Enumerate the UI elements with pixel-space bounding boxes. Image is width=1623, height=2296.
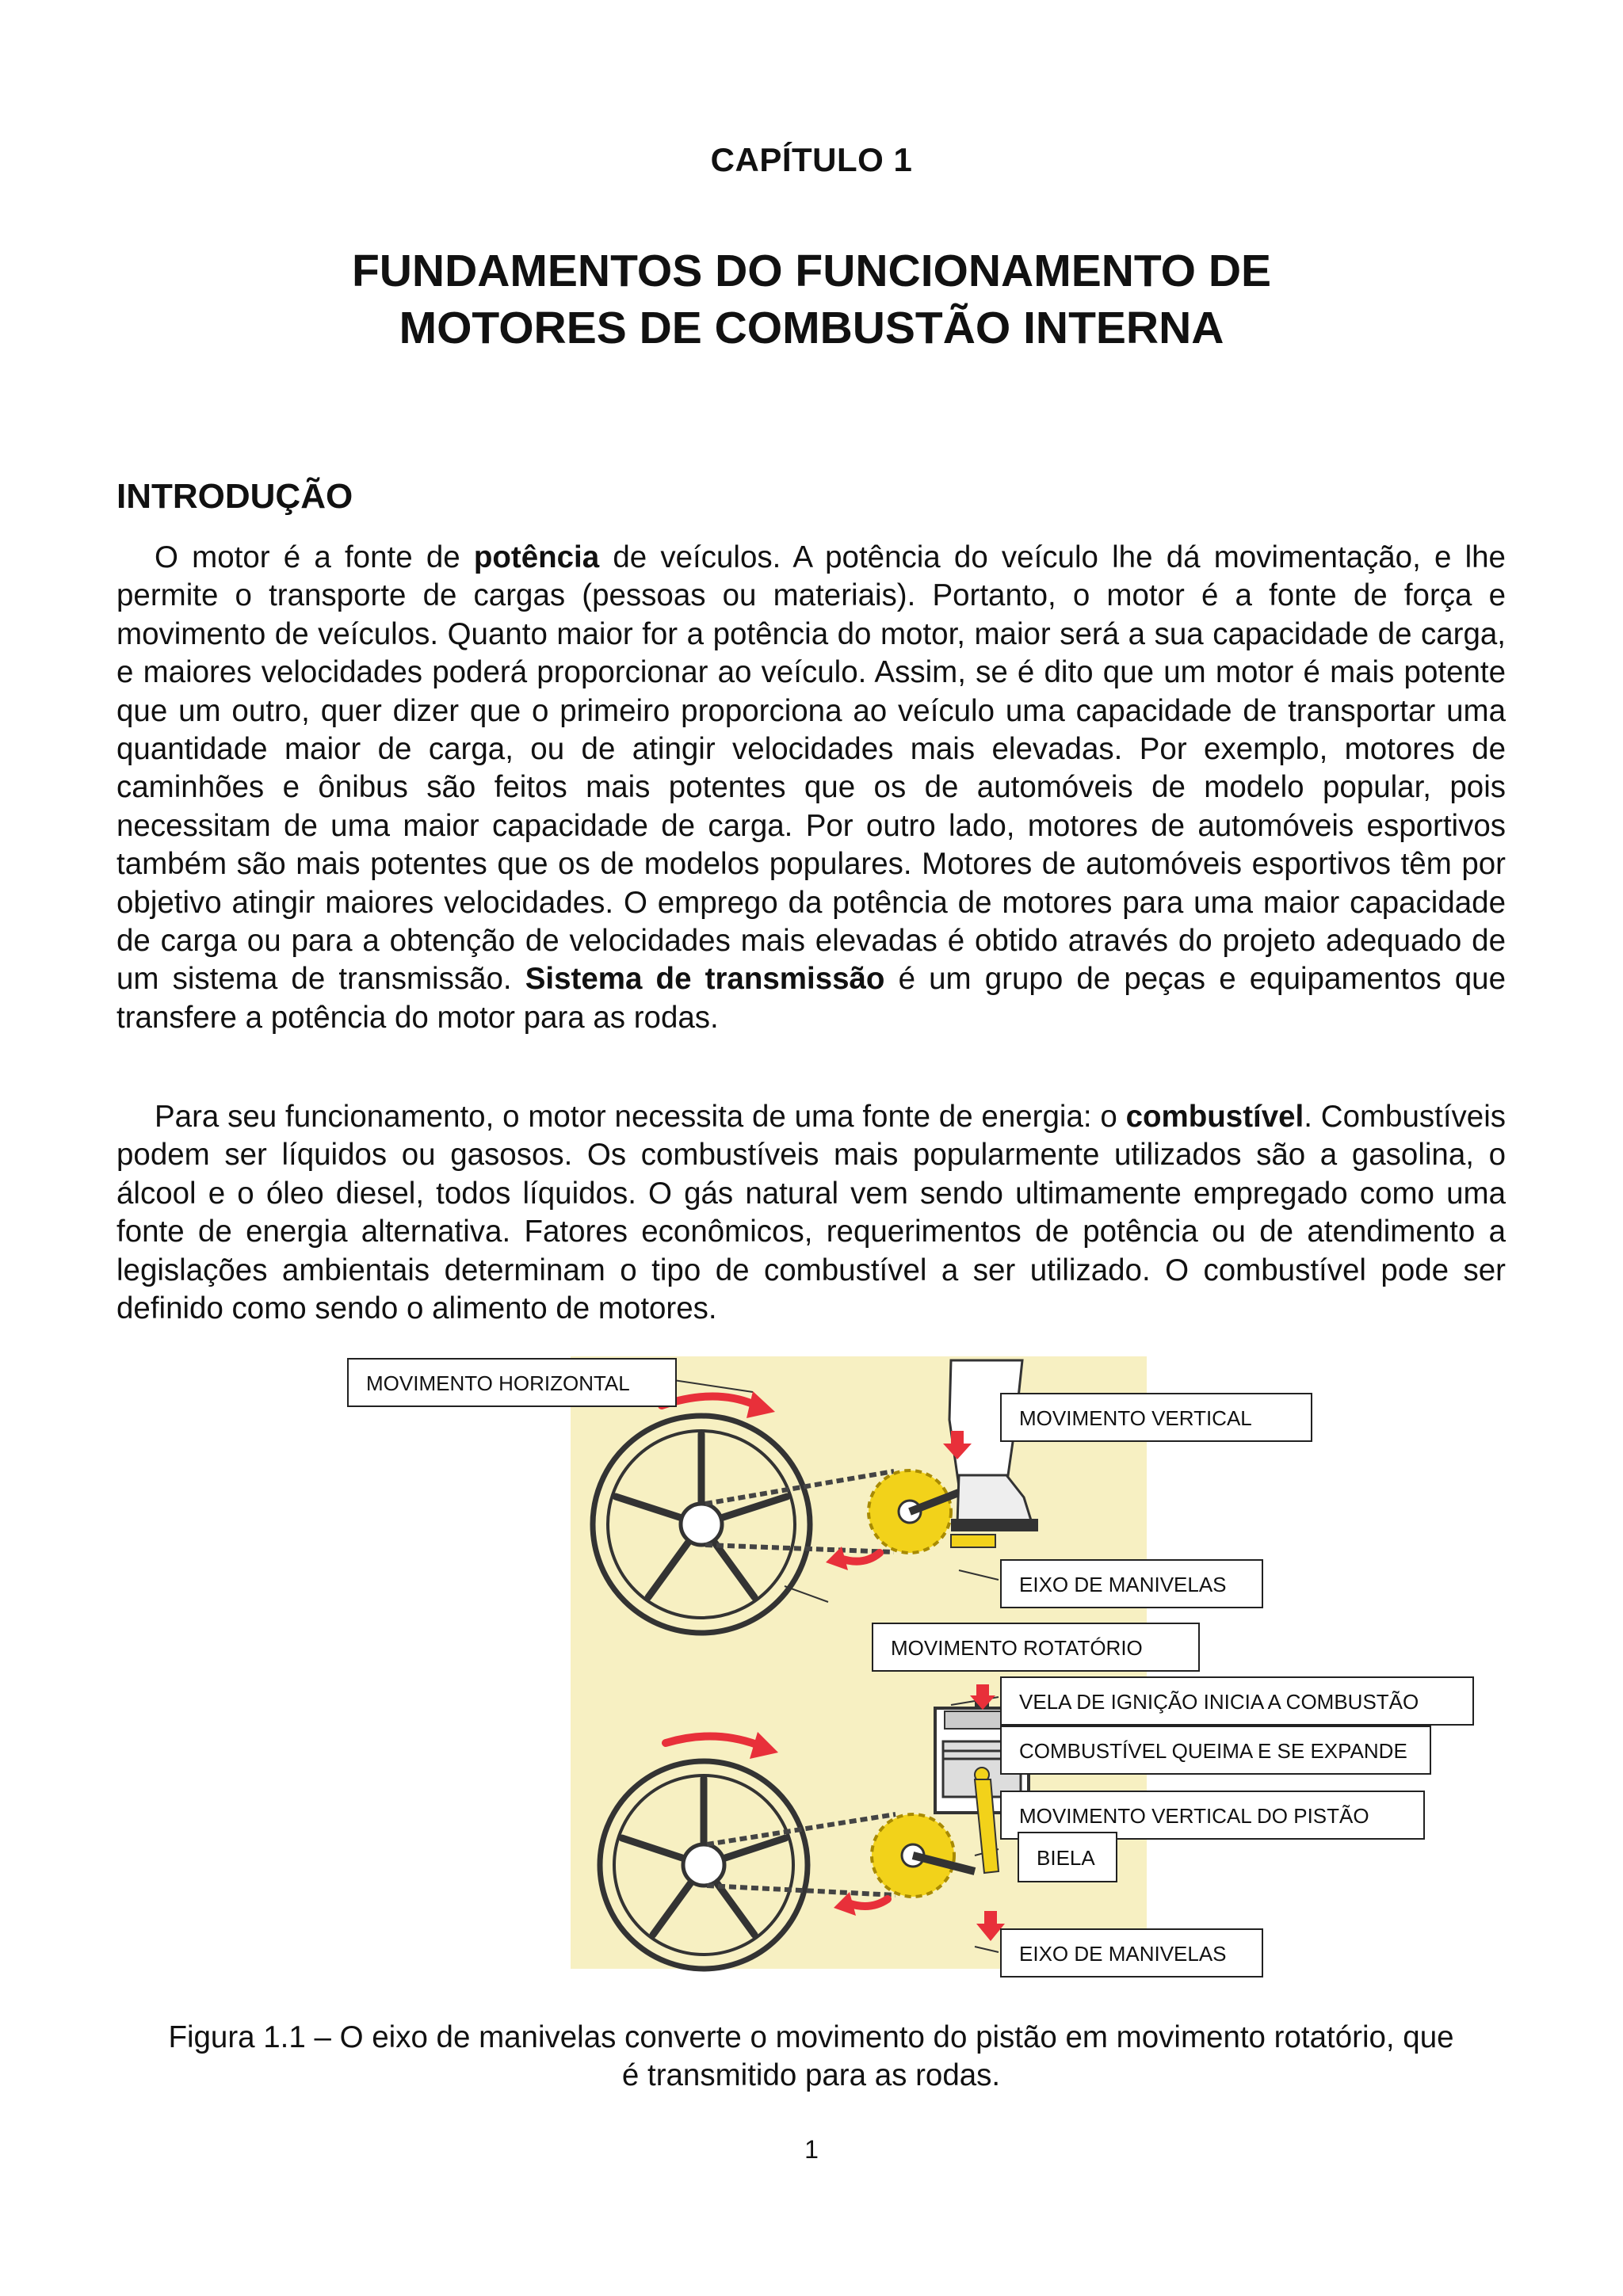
bold-term-sistema: Sistema de transmissão bbox=[525, 962, 885, 997]
page-number: 1 bbox=[804, 2135, 819, 2164]
paragraph-1: O motor é a fonte de potência de veículos. A potência do veículo lhe dá movimentação, e lhe permite o transporte de cargas (pessoas ou materiais). Portanto, o motor é a fonte de força e movimento de veículos. Quanto maior for a potência do motor, maior será a sua capacidade de carga, e maiores velocidades poderá proporcionar ao veículo. Assim, se é dito que um motor é mais potente que um outro, quer dizer que o primeiro proporciona ao veículo uma capacidade de transportar uma quantidade maior de carga, ou de atingir velocidades mais elevadas. Por exemplo, motores de caminhões e ônibus são feitos mais potentes que os de automóveis de modelo popular, pois necessitam de uma maior capacidade de carga. Por outro lado, motores de automóveis esportivos também são mais potentes que os de modelos populares. Motores de automóveis esportivos têm por objetivo atingir maiores velocidades. O emprego da potência de motores para uma maior capacidade de carga ou para a obtenção de velocidades mais elevadas é obtido através do projeto adequado de um sistema de transmissão. Sistema de transmissão é um grupo de peças e equipamentos que transfere a potência do motor para as rodas. bbox=[116, 540, 1506, 1035]
bottom-sprocket bbox=[872, 1814, 975, 1897]
label-movimento-vertical-pistao: MOVIMENTO VERTICAL DO PISTÃO bbox=[1000, 1791, 1425, 1840]
leg-and-boot bbox=[949, 1360, 1038, 1547]
label-vela-de-ignicao: VELA DE IGNIÇÃO INICIA A COMBUSTÃO bbox=[1000, 1676, 1474, 1726]
figure-1-1 bbox=[341, 1356, 1482, 1992]
label-movimento-rotatorio: MOVIMENTO ROTATÓRIO bbox=[872, 1623, 1200, 1672]
title-line-2: MOTORES DE COMBUSTÃO INTERNA bbox=[399, 303, 1224, 353]
label-biela: BIELA bbox=[1018, 1832, 1117, 1882]
label-eixo-de-manivelas-top: EIXO DE MANIVELAS bbox=[1000, 1559, 1263, 1608]
bold-term-combustivel: combustível bbox=[1125, 1100, 1304, 1134]
page-title bbox=[0, 242, 1623, 357]
caption-line-1: Figura 1.1 – O eixo de manivelas converte o movimento do pistão em movimento rotatório, que bbox=[168, 2020, 1454, 2054]
label-combustivel-queima: COMBUSTÍVEL QUEIMA E SE EXPANDE bbox=[1000, 1726, 1431, 1775]
chapter-heading: CAPÍTULO 1 bbox=[710, 141, 913, 178]
title-line-1: FUNDAMENTOS DO FUNCIONAMENTO DE bbox=[351, 246, 1272, 296]
paragraph-2: Para seu funcionamento, o motor necessita de uma fonte de energia: o combustível. Combustíveis podem ser líquidos ou gasosos. Os combustíveis mais popularmente utilizados são a gasolina, o álcool e o óleo diesel, todos líquidos. O gás natural vem sendo ultimamente empregado como uma fonte de energia alternativa. Fatores econômicos, requerimentos de potência ou de atendimento a legislações ambientais determinam o tipo de combustível a ser utilizado. O combustível pode ser definido como sendo o alimento de motores. bbox=[116, 1100, 1506, 1326]
figure-caption bbox=[116, 2019, 1506, 2095]
label-movimento-horizontal: MOVIMENTO HORIZONTAL bbox=[347, 1358, 677, 1407]
bold-term-potencia: potência bbox=[473, 540, 600, 574]
caption-line-2: é transmitido para as rodas. bbox=[621, 2058, 1001, 2092]
label-movimento-vertical: MOVIMENTO VERTICAL bbox=[1000, 1393, 1312, 1442]
figure-illustration bbox=[341, 1356, 1482, 1992]
label-eixo-de-manivelas-bottom: EIXO DE MANIVELAS bbox=[1000, 1928, 1263, 1978]
bottom-wheel bbox=[600, 1761, 808, 1969]
top-wheel bbox=[593, 1416, 810, 1633]
section-heading: INTRODUÇÃO bbox=[116, 477, 353, 516]
